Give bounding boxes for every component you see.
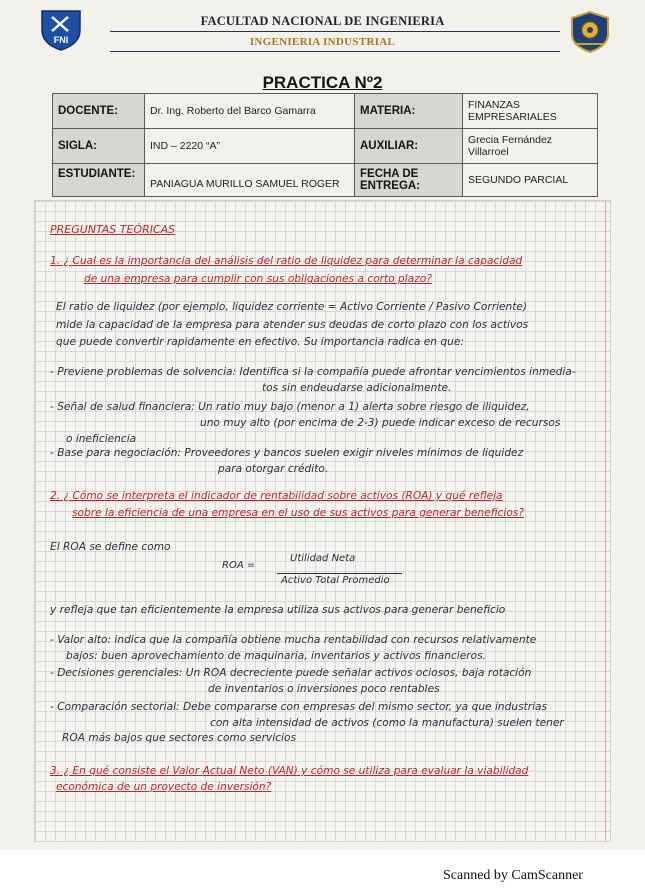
auxiliar-value-line-2: Villarroel <box>468 146 509 158</box>
svg-text:FNI: FNI <box>53 35 69 45</box>
answer-2-bullet-2-line-1: - Decisiones gerenciales: Un ROA decreciente puede señalar activos ociosos, baja rotación <box>50 667 532 679</box>
question-2-line-2: sobre la eficiencia de una empresa en el uso de sus activos para generar beneficios? <box>72 507 524 519</box>
auxiliar-value <box>463 129 598 164</box>
answer-2-bullet-2-line-2: de inventarios o inversiones poco rentables <box>208 683 440 695</box>
docente-value: Dr. Ing. Roberto del Barco Gamarra <box>145 94 355 129</box>
notebook-margin-line <box>605 201 606 841</box>
answer-1-bullet-3-line-2: para otorgar crédito. <box>218 463 329 475</box>
answer-2-bullet-3-line-3: ROA más bajos que sectores como servicios <box>62 732 296 744</box>
materia-value-line-2: EMPRESARIALES <box>468 111 557 123</box>
auxiliar-value-line-1: Grecia Fernández <box>468 134 553 146</box>
roa-formula-numerator: Utilidad Neta <box>290 553 356 564</box>
roa-formula-denominator: Activo Total Promedio <box>281 575 390 586</box>
answer-1-bullet-1-line-2: tos sin endeudarse adicionalmente. <box>262 382 452 394</box>
fecha-value: SEGUNDO PARCIAL <box>463 164 598 197</box>
answer-2-line-1: y refleja que tan eficientemente la empresa utiliza sus activos para generar beneficio <box>50 604 506 616</box>
info-table <box>52 93 598 197</box>
header-rule-lower <box>110 51 560 52</box>
materia-value-line-1: FINANZAS <box>468 99 520 111</box>
sigla-value: IND – 2220 “A” <box>145 129 355 164</box>
answer-1-line-1: El ratio de liquidez (por ejemplo, liquidez corriente = Activo Corriente / Pasivo Corriente) <box>56 301 528 313</box>
question-3-line-2: económica de un proyecto de inversión? <box>56 781 272 793</box>
answer-2-bullet-1-line-1: - Valor alto: indica que la compañía obtiene mucha rentabilidad con recursos relativamente <box>50 634 537 646</box>
auxiliar-label: AUXILIAR: <box>355 129 463 164</box>
materia-value <box>463 94 598 129</box>
section-title: PREGUNTAS TEÓRICAS <box>50 223 176 236</box>
answer-2-bullet-3-line-2: con alta intensidad de activos (como la manufactura) suelen tener <box>210 717 564 729</box>
fecha-label-line-2: ENTREGA: <box>360 180 421 192</box>
career-name: INGENIERIA INDUSTRIAL <box>249 36 396 48</box>
answer-1-line-3: que puede convertir rapidamente en efectivo. Su importancia radica en que: <box>56 336 464 348</box>
institution-name: FACULTAD NACIONAL DE INGENIERIA <box>200 14 445 28</box>
answer-1-bullet-2-line-1: - Señal de salud financiera: Un ratio muy bajo (menor a 1) alerta sobre riesgo de iliquidez, <box>50 401 530 413</box>
estudiante-label: ESTUDIANTE: <box>53 164 145 197</box>
question-1-line-1: 1. ¿ Cual es la importancia del análisis del ratio de liquidez para determinar la capacidad <box>50 255 523 267</box>
header-rule <box>110 31 560 32</box>
answer-2-bullet-3-line-1: - Comparación sectorial: Debe compararse con empresas del mismo sector, ya que industrias <box>50 701 548 713</box>
answer-1-bullet-2-line-3: o ineficiencia <box>66 433 137 445</box>
materia-label: MATERIA: <box>355 94 463 129</box>
notebook-page <box>34 200 611 842</box>
fecha-label <box>355 164 463 197</box>
answer-1-bullet-3-line-1: - Base para negociación: Proveedores y bancos suelen exigir niveles mínimos de liquidez <box>50 447 524 459</box>
fecha-label-line-1: FECHA DE <box>360 168 419 180</box>
answer-2-bullet-1-line-2: bajos: buen aprovechamiento de maquinaria, inventarios y activos financieros. <box>66 650 486 662</box>
camscanner-footer: Scanned by CamScanner <box>443 868 583 883</box>
sigla-label: SIGLA: <box>53 129 145 164</box>
answer-2-intro: El ROA se define como <box>50 541 171 553</box>
question-1-line-2: de una empresa para cumplir con sus obligaciones a corto plazo? <box>84 273 432 285</box>
docente-label: DOCENTE: <box>53 94 145 129</box>
answer-1-bullet-1-line-1: - Previene problemas de solvencia: Identifica si la compañía puede afrontar vencimientos inmedia- <box>50 366 576 378</box>
question-2-line-1: 2. ¿ Cómo se interpreta el indicador de rentabilidad sobre activos (ROA) y qué refleja <box>50 490 503 502</box>
question-3-line-1: 3. ¿ En qué consiste el Valor Actual Neto (VAN) y cómo se utiliza para evaluar la viabilidad <box>50 765 529 777</box>
page-title: PRACTICA Nº2 <box>262 73 383 92</box>
answer-1-line-2: mide la capacidad de la empresa para atender sus deudas de corto plazo con los activos <box>56 319 529 331</box>
roa-formula-fraction-bar <box>277 573 402 574</box>
roa-formula-lhs: ROA = <box>222 560 256 571</box>
estudiante-value: PANIAGUA MURILLO SAMUEL ROGER <box>145 164 355 197</box>
answer-1-bullet-2-line-2: uno muy alto (por encima de 2-3) puede indicar exceso de recursos <box>200 417 561 429</box>
